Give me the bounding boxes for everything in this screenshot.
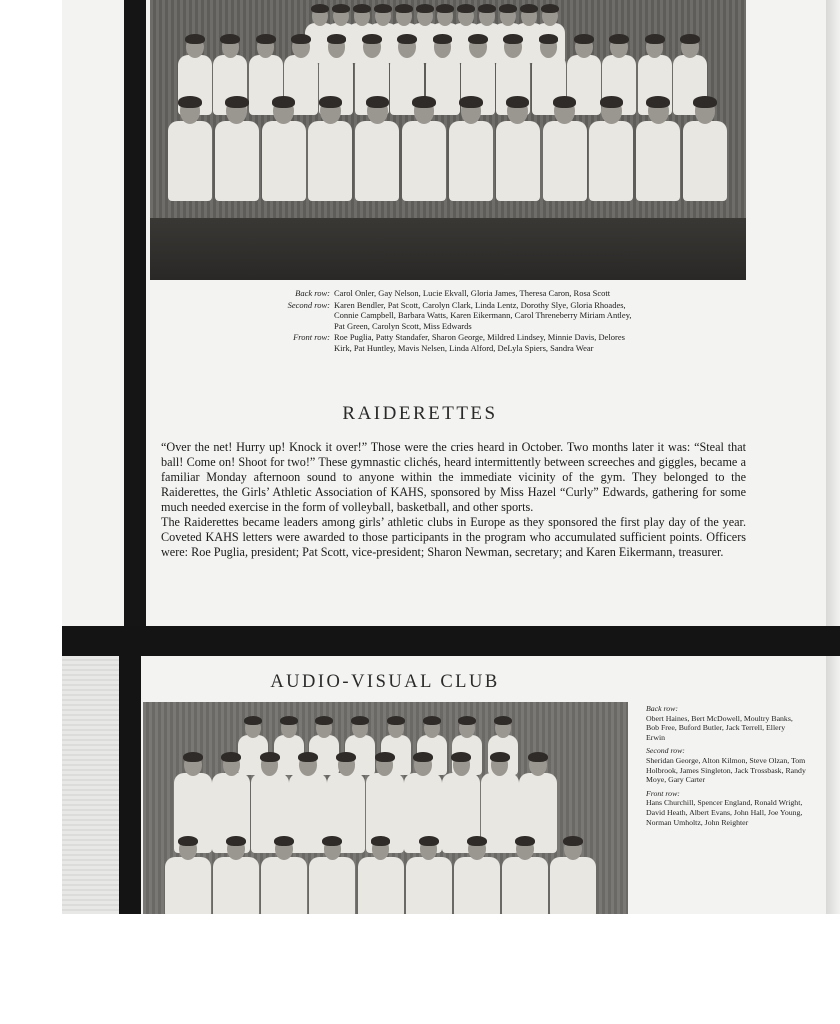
adjacent-page-strip [62, 656, 119, 914]
caption-front-row [280, 332, 640, 353]
av-back-row-names: Obert Haines, Bert McDowell, Moultry Banks, Bob Free, Buford Butler, Jack Terrell, Ellery Erwin [646, 713, 793, 742]
av-second-row-names: Sheridan George, Alton Kilmon, Steve Olzan, Tom Holbrook, James Singleton, Jack Trossbask, Randy Moye, Gary Carter [646, 755, 806, 785]
front-row-names: Roe Puglia, Patty Standafer, Sharon George, Mildred Lindsey, Minnie Davis, Delores Kirk, Pat Huntley, Mavis Nelsen, Linda Alford, DeLyla Spiers, Sandra Wear [334, 332, 625, 353]
av-front-row-names: Hans Churchill, Spencer England, Ronald Wright, David Heath, Albert Evans, John Hall, Joe Young, Norman Umholtz, John Reighter [646, 798, 803, 827]
second-row-label: Second row: [287, 299, 330, 310]
raiderettes-caption [280, 288, 640, 354]
article-paragraph-1: “Over the net! Hurry up! Knock it over!” Those were the cries heard in October. Two months later it was: “Steal that ball! Come on! Shoot for two!” These gymnastic clichés, heard intermittently between screeches and giggles, became a familiar Monday afternoon sound to anyone within the immediate vicinity of the gym. They belonged to the Raiderettes, the Girls’ Athletic Association of KAHS, sponsored by Miss Hazel “Curly” Edwards, gathering for some much needed exercise in the form of volleyball, basketball, and other sports. [161, 440, 746, 514]
horizontal-divider [62, 626, 840, 656]
page-edge-shadow [826, 0, 840, 914]
back-row-names: Carol Onler, Gay Nelson, Lucie Ekvall, Gloria James, Theresa Caron, Rosa Scott [334, 288, 611, 298]
caption-second-row [280, 300, 640, 332]
audio-visual-title: AUDIO-VISUAL CLUB [270, 672, 500, 692]
raiderettes-title: RAIDERETTES [342, 403, 498, 424]
raiderettes-photo [150, 0, 746, 280]
av-front-row-label: Front row: [646, 788, 680, 798]
audio-visual-caption [646, 704, 806, 827]
raiderettes-article [161, 440, 746, 560]
av-back-row-label: Back row: [646, 704, 678, 713]
photo-floor [150, 218, 746, 280]
vertical-divider-bottom [119, 656, 141, 914]
front-row-label: Front row: [293, 332, 330, 342]
vertical-divider-top [124, 0, 146, 626]
av-second-row-label: Second row: [646, 746, 685, 756]
back-row-label: Back row: [295, 288, 330, 298]
second-row-names: Karen Bendler, Pat Scott, Carolyn Clark, Linda Lentz, Dorothy Slye, Gloria Rhoades, Connie Campbell, Barbara Watts, Karen Eikermann, Carol Threneberry Miriam Antley, Pat Green, Carolyn Scott, Miss Edwards [334, 299, 632, 331]
article-paragraph-2: The Raiderettes became leaders among girls’ athletic clubs in Europe as they sponsored the first play day of the year. Coveted KAHS letters were awarded to those participants in the program who accumulated sufficient points. Officers were: Roe Puglia, president; Pat Scott, vice-president; Sharon Newman, secretary; and Karen Eikermann, treasurer. [161, 515, 746, 559]
caption-back-row [280, 288, 640, 299]
audio-visual-photo [143, 702, 628, 914]
